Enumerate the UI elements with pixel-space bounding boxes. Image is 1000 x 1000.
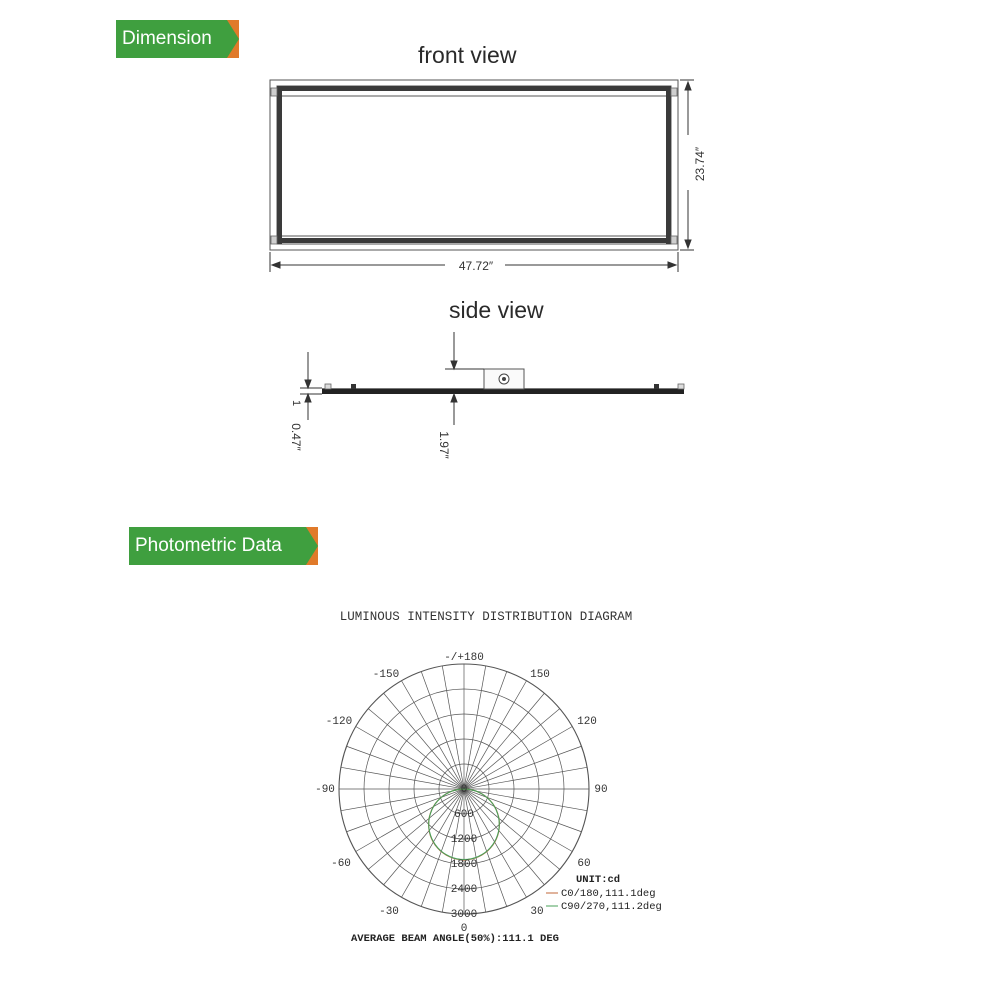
polar-title: LUMINOUS INTENSITY DISTRIBUTION DIAGRAM bbox=[339, 610, 633, 624]
angle-label-minus120: -120 bbox=[325, 716, 353, 728]
beam-angle-label: AVERAGE BEAM ANGLE(50%):111.1 DEG bbox=[351, 933, 559, 945]
width-label: 47.72″ bbox=[458, 259, 494, 273]
thickness-label: 0.47″ bbox=[289, 423, 303, 451]
angle-label-minus30: -30 bbox=[379, 906, 399, 918]
angle-label-30: 30 bbox=[530, 906, 544, 918]
angle-label-120: 120 bbox=[577, 716, 597, 728]
front-view-title: front view bbox=[418, 42, 517, 68]
unit-label: UNIT:cd bbox=[576, 874, 621, 886]
svg-text:1: 1 bbox=[290, 399, 302, 407]
photometric-section-label: Photometric Data bbox=[135, 535, 282, 556]
angle-label-150: 150 bbox=[530, 669, 550, 681]
radial-value-600: 600 bbox=[454, 809, 474, 821]
angle-label-minus60: -60 bbox=[331, 858, 351, 870]
radial-value-1800: 1800 bbox=[450, 859, 478, 871]
legend-label-c0: C0/180,111.1deg bbox=[561, 888, 656, 900]
radial-value-1200: 1200 bbox=[450, 834, 478, 846]
dimension-section-label: Dimension bbox=[122, 28, 212, 49]
height-label: 23.74″ bbox=[693, 146, 707, 182]
angle-label-0-center: 0 bbox=[460, 784, 468, 796]
angle-label-0-bottom: 0 bbox=[460, 923, 468, 935]
angle-label-60: 60 bbox=[577, 858, 591, 870]
legend-label-c90: C90/270,111.2deg bbox=[561, 901, 662, 913]
side-view-title: side view bbox=[449, 297, 544, 323]
total-height-label: 1.97″ bbox=[437, 431, 451, 459]
angle-label-minus150: -150 bbox=[372, 669, 400, 681]
radial-value-2400: 2400 bbox=[450, 884, 478, 896]
angle-label-180: -/+180 bbox=[444, 652, 484, 664]
angle-label-minus90: -90 bbox=[315, 784, 335, 796]
angle-label-90: 90 bbox=[594, 784, 608, 796]
radial-value-3000: 3000 bbox=[450, 909, 478, 921]
